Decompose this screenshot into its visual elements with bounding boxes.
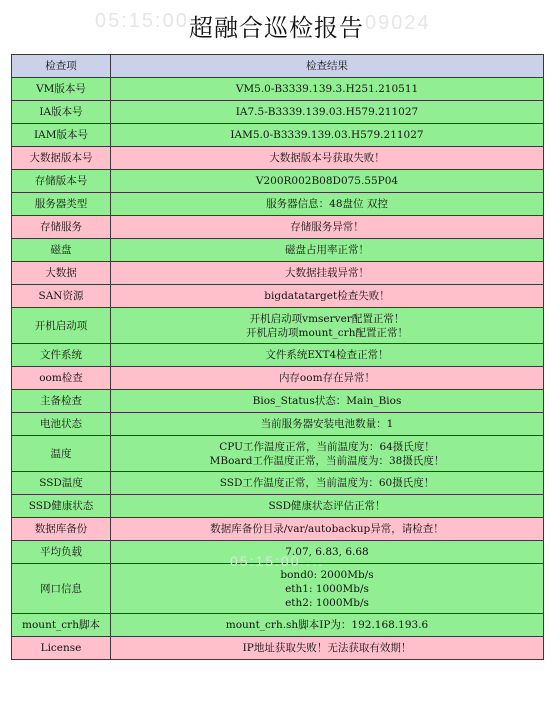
check-item: 数据库备份 (12, 518, 111, 541)
watermark-right: 09024 (365, 12, 431, 34)
inspection-table (11, 54, 544, 660)
check-result (111, 216, 544, 239)
check-result (111, 193, 544, 216)
header-item: 检查项 (12, 55, 111, 78)
check-item: 服务器类型 (12, 193, 111, 216)
table-body (12, 78, 544, 660)
result-line: 大数据版本号获取失败！ (269, 152, 385, 164)
check-result (111, 262, 544, 285)
table-row (12, 390, 544, 413)
check-result (111, 413, 544, 436)
check-item: 存储版本号 (12, 170, 111, 193)
result-line: 开机启动项vmserver配置正常！ (249, 312, 405, 325)
table-row (12, 564, 544, 614)
check-result (111, 101, 544, 124)
result-line: IAM5.0-B3339.139.03.H579.211027 (230, 129, 424, 141)
result-line: eth2: 1000Mb/s (285, 596, 369, 609)
table-row (12, 495, 544, 518)
check-item: 大数据 (12, 262, 111, 285)
check-item: 温度 (12, 436, 111, 472)
table-row (12, 308, 544, 344)
result-line: 7.07, 6.83, 6.68 (285, 546, 369, 558)
result-line: IA7.5-B3339.139.03.H579.211027 (235, 106, 419, 118)
check-item: 磁盘 (12, 239, 111, 262)
table-row (12, 413, 544, 436)
result-line: Bios_Status状态：Main_Bios (252, 395, 402, 407)
check-result (111, 147, 544, 170)
result-line: IP地址获取失败！无法获取有效期！ (242, 642, 412, 654)
result-line: SSD健康状态评估正常！ (268, 500, 386, 512)
check-result (111, 367, 544, 390)
result-line: 开机启动项mount_crh配置正常！ (246, 326, 408, 339)
table-row (12, 472, 544, 495)
table-row (12, 262, 544, 285)
check-item: IAM版本号 (12, 124, 111, 147)
table-row (12, 193, 544, 216)
table-row (12, 518, 544, 541)
result-line: bigdatatarget检查失败！ (264, 290, 390, 302)
table-row (12, 637, 544, 660)
check-result (111, 436, 544, 472)
result-line: 当前服务器安装电池数量：1 (260, 418, 394, 430)
result-line: 文件系统EXT4检查正常！ (265, 349, 389, 361)
table-row (12, 124, 544, 147)
table-row (12, 101, 544, 124)
result-line: V200R002B08D075.55P04 (255, 175, 399, 187)
check-item: 主备检查 (12, 390, 111, 413)
check-result (111, 637, 544, 660)
watermark-mid: 05:15:00 ... (230, 553, 325, 569)
check-result (111, 285, 544, 308)
result-line: 数据库备份目录/var/autobackup异常，请检查！ (210, 523, 444, 535)
check-result (111, 564, 544, 614)
table-row (12, 367, 544, 390)
header-result: 检查结果 (111, 55, 544, 78)
check-result (111, 390, 544, 413)
table-row (12, 614, 544, 637)
check-result (111, 472, 544, 495)
result-line: MBoard工作温度正常，当前温度为：38摄氏度！ (209, 454, 445, 467)
check-result (111, 614, 544, 637)
check-item: License (12, 637, 111, 660)
table-row (12, 285, 544, 308)
check-result (111, 170, 544, 193)
check-item: oom检查 (12, 367, 111, 390)
check-result (111, 518, 544, 541)
check-item: 存储服务 (12, 216, 111, 239)
result-line: 服务器信息：48盘位 双控 (266, 198, 388, 210)
result-line: SSD工作温度正常，当前温度为：60摄氏度！ (219, 477, 435, 489)
result-line: CPU工作温度正常，当前温度为：64摄氏度！ (219, 440, 435, 453)
check-item: SSD健康状态 (12, 495, 111, 518)
table-row (12, 344, 544, 367)
check-item: 大数据版本号 (12, 147, 111, 170)
check-item: mount_crh脚本 (12, 614, 111, 637)
check-item: 文件系统 (12, 344, 111, 367)
table-row (12, 239, 544, 262)
check-result (111, 344, 544, 367)
result-line: VM5.0-B3339.139.3.H251.210511 (235, 83, 419, 95)
table-row (12, 78, 544, 101)
check-item: SAN资源 (12, 285, 111, 308)
report-title: 超融合巡检报告 (189, 14, 364, 42)
check-item: VM版本号 (12, 78, 111, 101)
check-item: IA版本号 (12, 101, 111, 124)
watermark-left: 05:15:00 (95, 10, 189, 32)
check-item: 网口信息 (12, 564, 111, 614)
check-result (111, 308, 544, 344)
check-result (111, 239, 544, 262)
result-line: 大数据挂载异常！ (285, 267, 369, 279)
check-item: 电池状态 (12, 413, 111, 436)
check-result (111, 541, 544, 564)
result-line: bond0: 2000Mb/s (280, 568, 374, 581)
check-item: 平均负载 (12, 541, 111, 564)
result-line: mount_crh.sh脚本IP为：192.168.193.6 (225, 619, 429, 631)
table-row (12, 147, 544, 170)
table-row (12, 436, 544, 472)
result-line: 存储服务异常！ (290, 221, 364, 233)
check-item: SSD温度 (12, 472, 111, 495)
result-line: eth1: 1000Mb/s (285, 582, 369, 595)
table-row (12, 216, 544, 239)
check-result (111, 495, 544, 518)
table-header-row (12, 55, 544, 78)
check-item: 开机启动项 (12, 308, 111, 344)
check-result (111, 78, 544, 101)
result-line: 磁盘占用率正常！ (285, 244, 369, 256)
check-result (111, 124, 544, 147)
result-line: 内存oom存在异常！ (278, 372, 376, 384)
table-row (12, 170, 544, 193)
